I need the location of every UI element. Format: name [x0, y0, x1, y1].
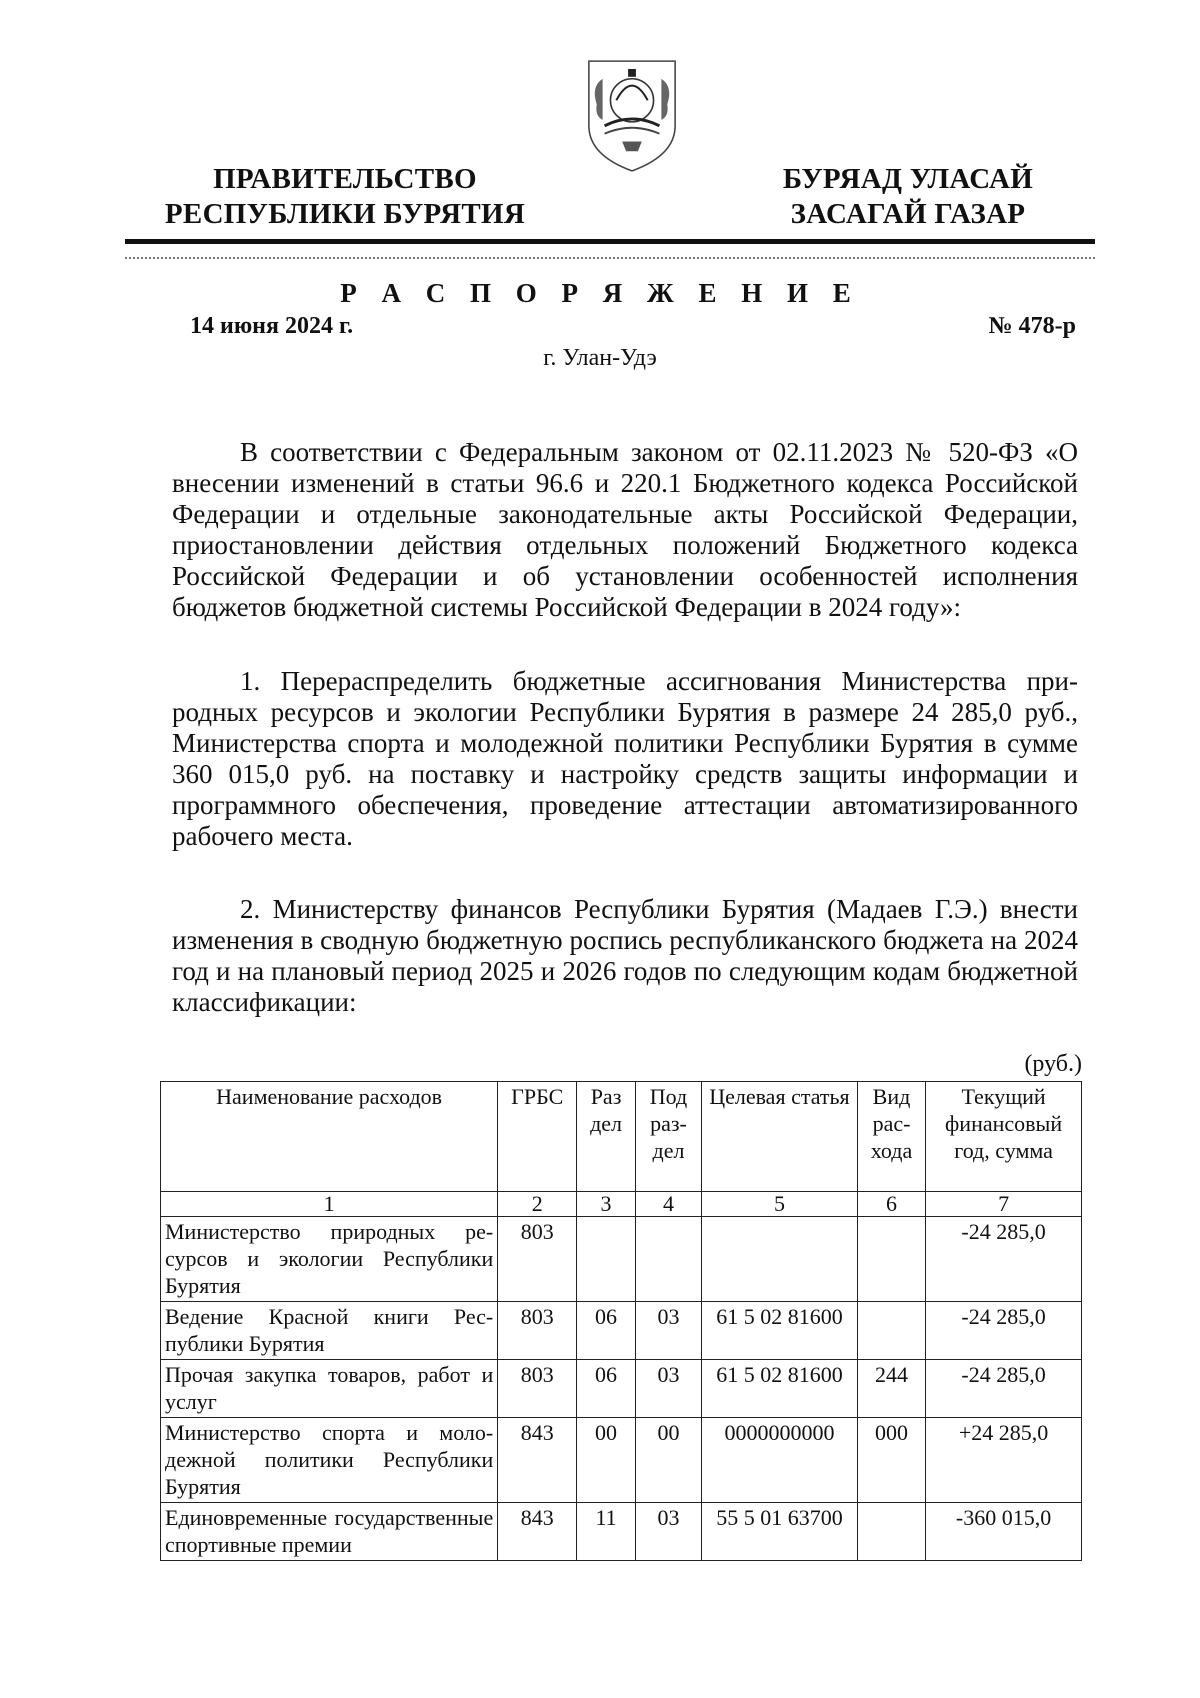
cell-grbs: 843: [498, 1418, 577, 1503]
coat-of-arms-icon: [583, 56, 681, 176]
column-number: 5: [702, 1192, 858, 1217]
cell-grbs: 843: [498, 1503, 577, 1561]
cell-expense-name: Прочая закупка товаров, работ и услуг: [161, 1360, 498, 1418]
cell-expense-type: [857, 1302, 925, 1360]
table-row: [161, 1302, 1082, 1360]
cell-section: [577, 1217, 636, 1302]
column-number: 1: [161, 1192, 498, 1217]
table-units: (руб.): [1024, 1051, 1082, 1077]
cell-expense-name: Министерство спорта и молодежной политики Республики Бурятия: [161, 1418, 498, 1503]
government-name-russian: [160, 162, 530, 232]
table-row: [161, 1360, 1082, 1418]
cell-expense-type: [857, 1503, 925, 1561]
cell-expense-name: Ведение Красной книги Республики Бурятия: [161, 1302, 498, 1360]
header-grbs: ГРБС: [498, 1082, 577, 1192]
cell-target-article: 0000000000: [702, 1418, 858, 1503]
cell-sum: -360 015,0: [926, 1503, 1082, 1561]
cell-sum: -24 285,0: [926, 1302, 1082, 1360]
cell-subsection: 00: [635, 1418, 701, 1503]
cell-section: 06: [577, 1302, 636, 1360]
column-number: 3: [577, 1192, 636, 1217]
document-number: № 478-р: [988, 313, 1076, 339]
cell-sum: +24 285,0: [926, 1418, 1082, 1503]
cell-expense-name: Министерство природных ресурсов и экологии Республики Бурятия: [161, 1217, 498, 1302]
cell-target-article: [702, 1217, 858, 1302]
paragraph-item-2: 2. Министерству финансов Республики Бурятия (Мадаев Г.Э.) внести изменения в сводную бюджетную роспись республиканского бюджета на 2024 год и на плановый период 2025 и 2026 годов по следующим кодам бюджетной классификации:: [172, 894, 1078, 1017]
cell-expense-type: 244: [857, 1360, 925, 1418]
header-section: Раз дел: [577, 1082, 636, 1192]
paragraph-item-1: 1. Перераспределить бюджетные ассигнования Министерства природных ресурсов и экологии Республики Бурятия в размере 24 285,0 руб., Министерства спорта и молодежной политики Республики Бурятия в сумме 360 015,0 руб. на поставку и настройку средств защиты информации и программного обеспечения, проведение аттестации автоматизированного рабочего места.: [172, 666, 1078, 851]
cell-grbs: 803: [498, 1217, 577, 1302]
cell-section: 11: [577, 1503, 636, 1561]
column-number: 2: [498, 1192, 577, 1217]
document-title: Р А С П О Р Я Ж Е Н И Е: [340, 278, 860, 308]
gov-buryat-line-2: ЗАСАГАЙ ГАЗАР: [790, 198, 1026, 230]
cell-subsection: 03: [635, 1302, 701, 1360]
cell-target-article: 55 5 01 63700: [702, 1503, 858, 1561]
table-row: [161, 1503, 1082, 1561]
header-expense-name: Наименование расходов: [161, 1082, 498, 1192]
header-divider-thin: [125, 257, 1095, 259]
gov-line-1: ПРАВИТЕЛЬСТВО: [213, 163, 477, 195]
budget-table: [160, 1081, 1082, 1561]
cell-expense-name: Единовременные государственные спортивные премии: [161, 1503, 498, 1561]
cell-subsection: 03: [635, 1360, 701, 1418]
cell-subsection: [635, 1217, 701, 1302]
cell-expense-type: 000: [857, 1418, 925, 1503]
column-number-row: [161, 1192, 1082, 1217]
cell-target-article: 61 5 02 81600: [702, 1360, 858, 1418]
column-number: 7: [926, 1192, 1082, 1217]
header-expense-type: Вид расхода: [857, 1082, 925, 1192]
cell-subsection: 03: [635, 1503, 701, 1561]
cell-grbs: 803: [498, 1360, 577, 1418]
header-divider-thick: [125, 239, 1095, 244]
government-name-buryat: [758, 162, 1058, 232]
gov-buryat-line-1: БУРЯАД УЛАСАЙ: [782, 163, 1034, 195]
cell-sum: -24 285,0: [926, 1360, 1082, 1418]
paragraph-preamble: В соответствии с Федеральным законом от 02.11.2023 № 520-ФЗ «О внесении изменений в статьи 96.6 и 220.1 Бюджетного кодекса Российской Федерации и отдельные законодательные акты Российской Федерации, приостановлении действия отдельных положений Бюджетного кодекса Российской Федерации и об установлении особенностей исполнения бюджетов бюджетной системы Российской Федерации в 2024 году»:: [172, 437, 1078, 622]
document-city: г. Улан-Удэ: [543, 345, 657, 371]
cell-target-article: 61 5 02 81600: [702, 1302, 858, 1360]
column-number: 4: [635, 1192, 701, 1217]
cell-sum: -24 285,0: [926, 1217, 1082, 1302]
cell-section: 00: [577, 1418, 636, 1503]
cell-expense-type: [857, 1217, 925, 1302]
cell-section: 06: [577, 1360, 636, 1418]
document-date: 14 июня 2024 г.: [190, 313, 354, 339]
cell-grbs: 803: [498, 1302, 577, 1360]
table-row: [161, 1418, 1082, 1503]
header-target-article: Целевая статья: [702, 1082, 858, 1192]
table-header-row: [161, 1082, 1082, 1192]
header-subsection: Под раздел: [635, 1082, 701, 1192]
header-current-year-sum: Текущий финансовый год, сумма: [926, 1082, 1082, 1192]
table-row: [161, 1217, 1082, 1302]
column-number: 6: [857, 1192, 925, 1217]
gov-line-2: РЕСПУБЛИКИ БУРЯТИЯ: [164, 198, 526, 230]
